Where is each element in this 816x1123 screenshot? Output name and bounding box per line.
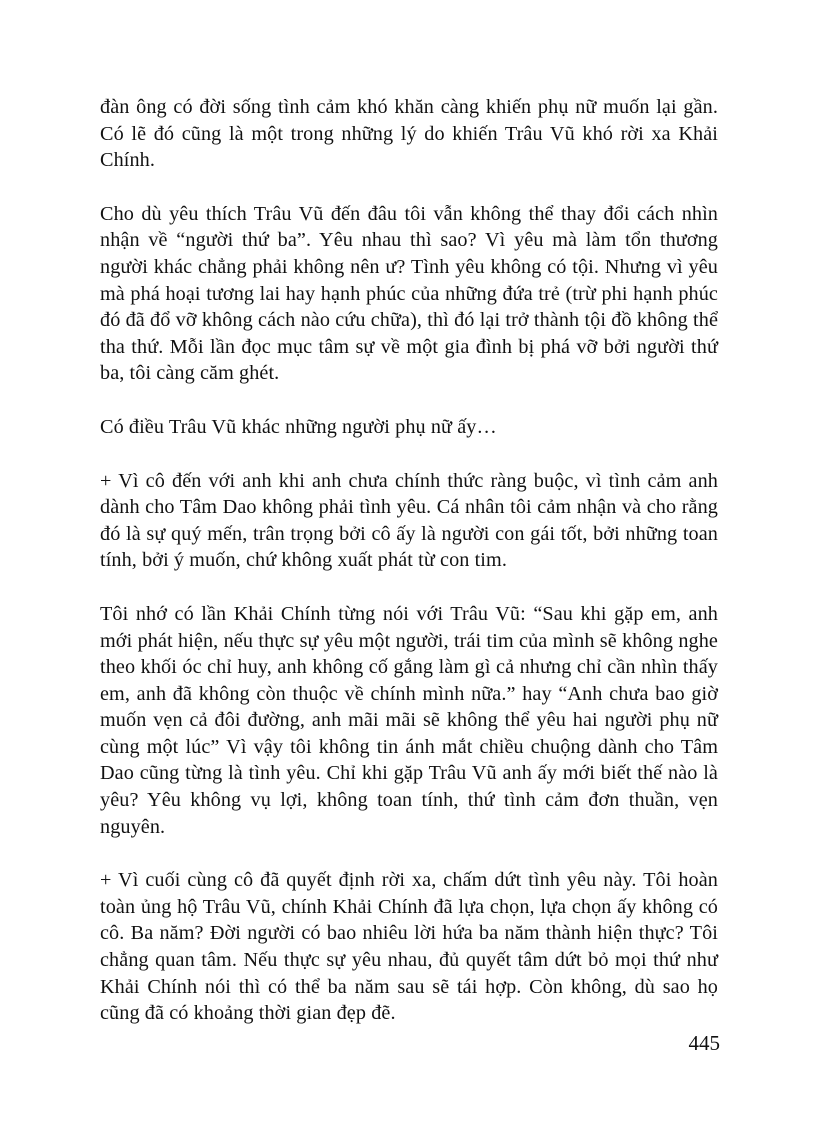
paragraph-4: + Vì cô đến với anh khi anh chưa chính thức ràng buộc, vì tình cảm anh dành cho Tâm Dao không phải tình yêu. Cá nhân tôi cảm nhận và cho rằng đó là sự quý mến, trân trọng bởi cô ấy là người con gái tốt, bởi những toan tính, bởi ý muốn, chứ không xuất phát từ con tim. xyxy=(100,469,718,572)
paragraph-3: Có điều Trâu Vũ khác những người phụ nữ ấy… xyxy=(100,415,497,438)
paragraph-1: đàn ông có đời sống tình cảm khó khăn càng khiến phụ nữ muốn lại gần. Có lẽ đó cũng là một trong những lý do khiến Trâu Vũ khó rời xa Khải Chính. xyxy=(100,96,718,172)
paragraph-6: + Vì cuối cùng cô đã quyết định rời xa, chấm dứt tình yêu này. Tôi hoàn toàn ủng hộ Trâu Vũ, chính Khải Chính đã lựa chọn, lựa chọn ấy không có cô. Ba năm? Đời người có bao nhiêu lời hứa ba năm thành hiện thực? Tôi chẳng quan tâm. Nếu thực sự yêu nhau, đủ quyết tâm dứt bỏ mọi thứ như Khải Chính nói thì có thể ba năm sau sẽ tái hợp. Còn không, dù sao họ cũng đã có khoảng thời gian đẹp đẽ. xyxy=(100,869,718,1025)
page-number: 445 xyxy=(688,1031,720,1055)
paragraph-5: Tôi nhớ có lần Khải Chính từng nói với Trâu Vũ: “Sau khi gặp em, anh mới phát hiện, nếu thực sự yêu một người, trái tim của mình sẽ không nghe theo khối óc chỉ huy, anh không cố gắng làm gì cả nhưng chỉ cần nhìn thấy em, anh đã không còn thuộc về chính mình nữa.” hay “Anh chưa bao giờ muốn vẹn cả đôi đường, anh mãi mãi sẽ không thể yêu hai người phụ nữ cùng một lúc” Vì vậy tôi không tin ánh mắt chiều chuộng dành cho Tâm Dao cũng từng là tình yêu. Chỉ khi gặp Trâu Vũ anh ấy mới biết thế nào là yêu? Yêu không vụ lợi, không toan tính, thứ tình cảm đơn thuần, vẹn nguyên. xyxy=(100,602,718,838)
paragraph-2: Cho dù yêu thích Trâu Vũ đến đâu tôi vẫn không thể thay đổi cách nhìn nhận về “người thứ ba”. Yêu nhau thì sao? Vì yêu mà làm tổn thương người khác chẳng phải không nên ư? Tình yêu không có tội. Nhưng vì yêu mà phá hoại tương lai hay hạnh phúc của những đứa trẻ (trừ phi hạnh phúc đó đã đổ vỡ không cách nào cứu chữa), thì đó lại trở thành tội đồ không thể tha thứ. Mỗi lần đọc mục tâm sự về một gia đình bị phá vỡ bởi người thứ ba, tôi càng căm ghét. xyxy=(100,202,718,385)
page-body xyxy=(100,94,718,1054)
